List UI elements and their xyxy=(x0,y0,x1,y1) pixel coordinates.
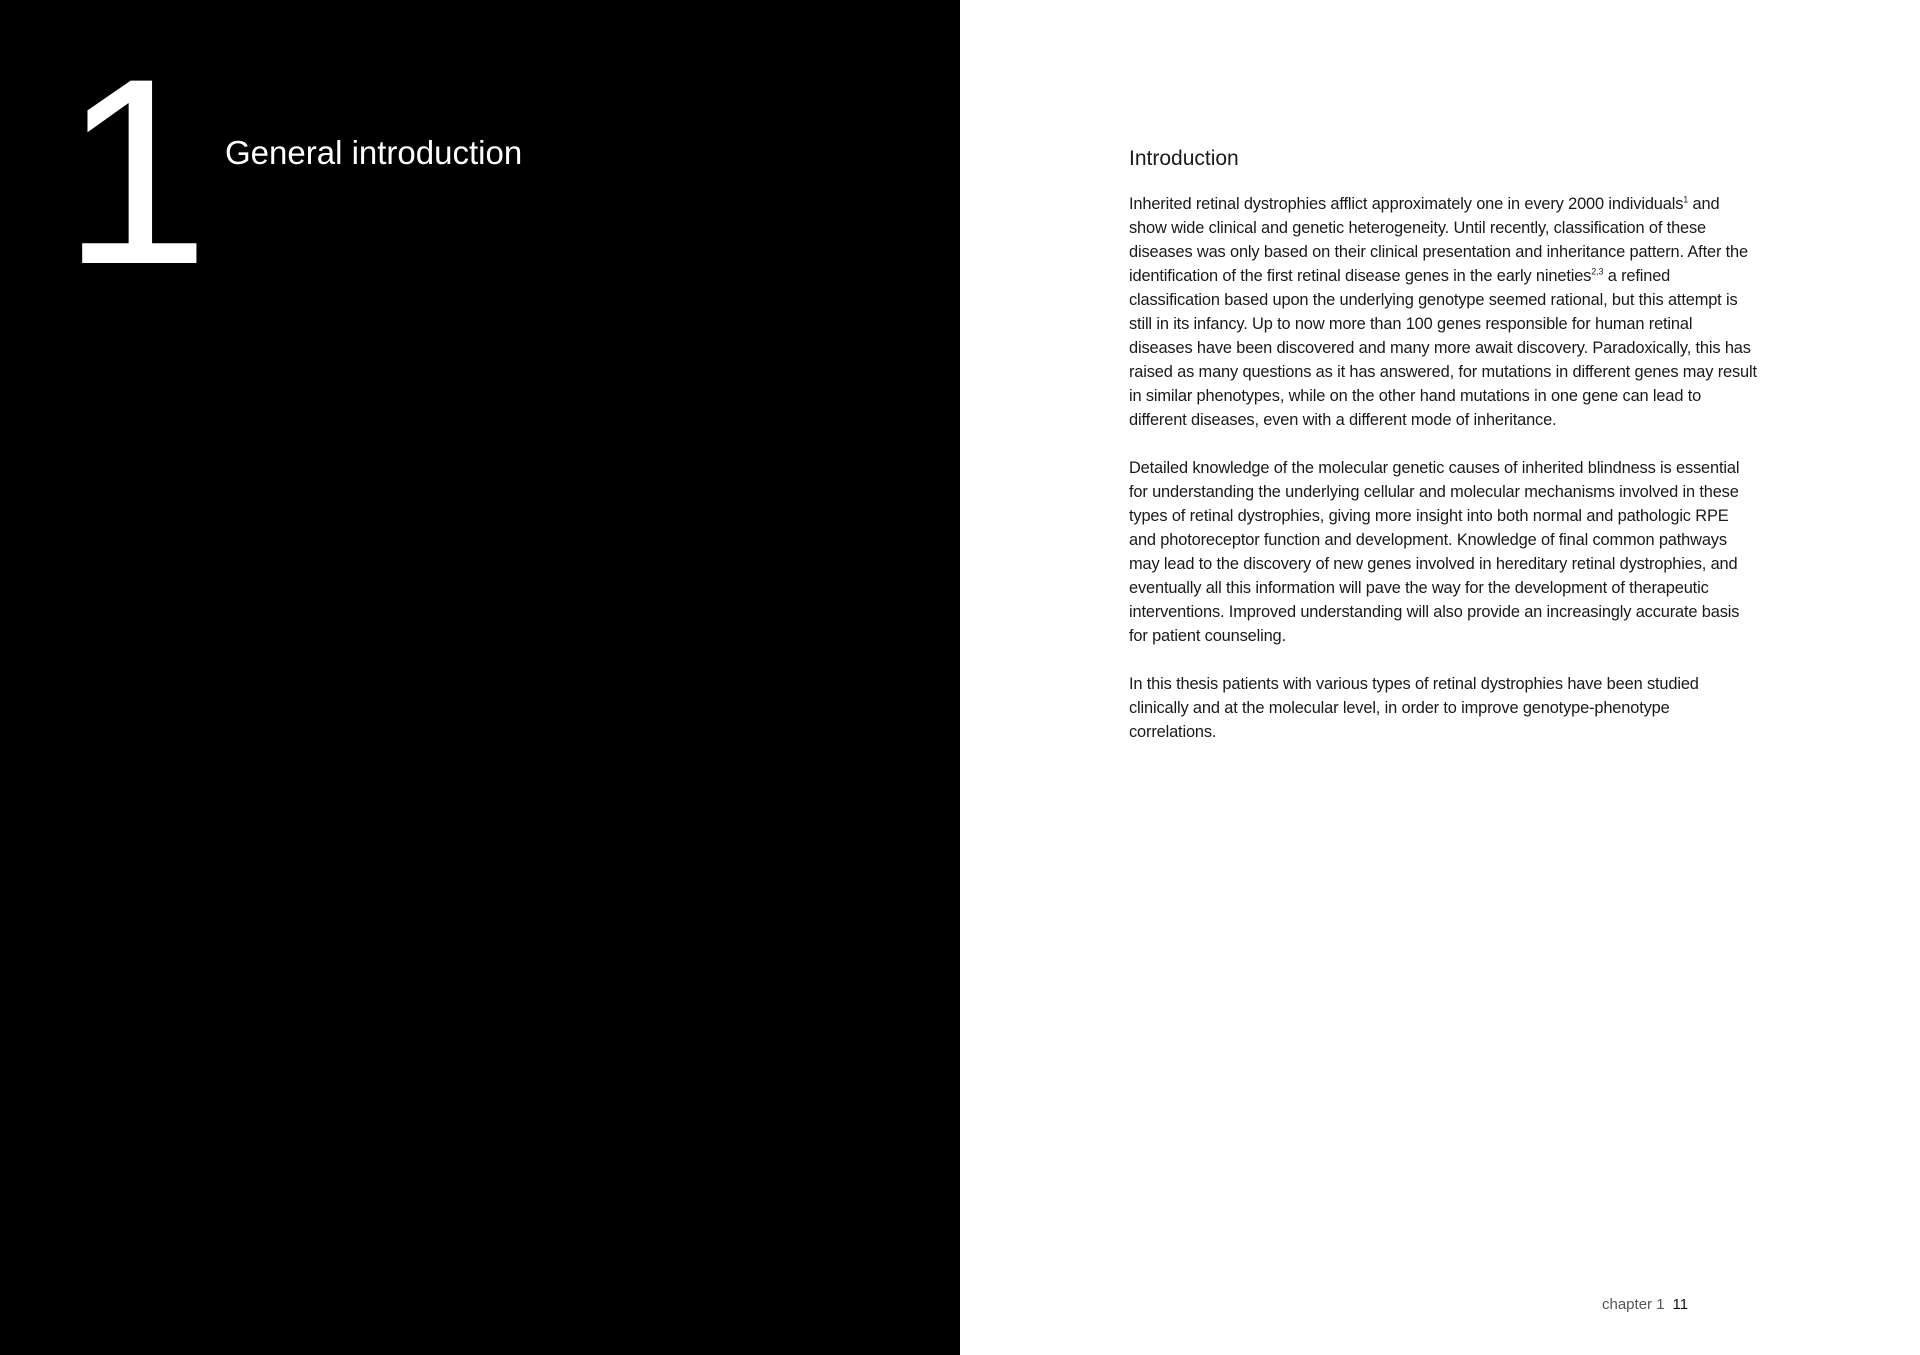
paragraph-2: Detailed knowledge of the molecular genetic causes of inherited blindness is essential for understanding the underlying cellular and molecular mechanisms involved in these types of retinal dystrophies, giving more insight into both normal and pathologic RPE and photoreceptor function and development. Knowledge of final common pathways may lead to the discovery of new genes involved in hereditary retinal dystrophies, and eventually all this information will pave the way for the development of therapeutic interventions. Improved understanding will also provide an increasingly accurate basis for patient counseling. xyxy=(1129,459,1740,646)
paragraph-1 xyxy=(1129,192,1759,432)
chapter-number: 1 xyxy=(62,24,202,320)
paragraph-3: In this thesis patients with various types of retinal dystrophies have been studied clinically and at the molecular level, in order to improve genotype-phenotype correlations. xyxy=(1129,675,1699,742)
paragraph-1-part-1: Inherited retinal dystrophies afflict approximately one in every 2000 individuals xyxy=(1129,195,1684,214)
paragraph-1-part-2: and show wide clinical and genetic heterogeneity. Until recently, classification of these diseases was only based on their clinical presentation and inheritance pattern. After the identification of the first retinal disease genes in the early nineties xyxy=(1129,195,1748,286)
paragraph-1-part-3: a refined classification based upon the underlying genotype seemed rational, but this attempt is still in its infancy. Up to now more than 100 genes responsible for human retinal diseases have been discovered and many more await discovery. Paradoxically, this has raised as many questions as it has answered, for mutations in different genes may result in similar phenotypes, while on the other hand mutations in one gene can lead to different diseases, even with a different mode of inheritance. xyxy=(1129,267,1757,430)
reference-2-3: 2,3 xyxy=(1591,266,1604,277)
footer-chapter-label: chapter 1 xyxy=(1602,1296,1665,1313)
page-content xyxy=(1129,145,1759,768)
right-page xyxy=(960,0,1920,1355)
reference-1: 1 xyxy=(1683,194,1689,205)
section-heading: Introduction xyxy=(1129,147,1239,170)
page-number: 11 xyxy=(1672,1296,1689,1313)
chapter-title: General introduction xyxy=(225,134,523,171)
page-footer xyxy=(1602,1296,1688,1313)
